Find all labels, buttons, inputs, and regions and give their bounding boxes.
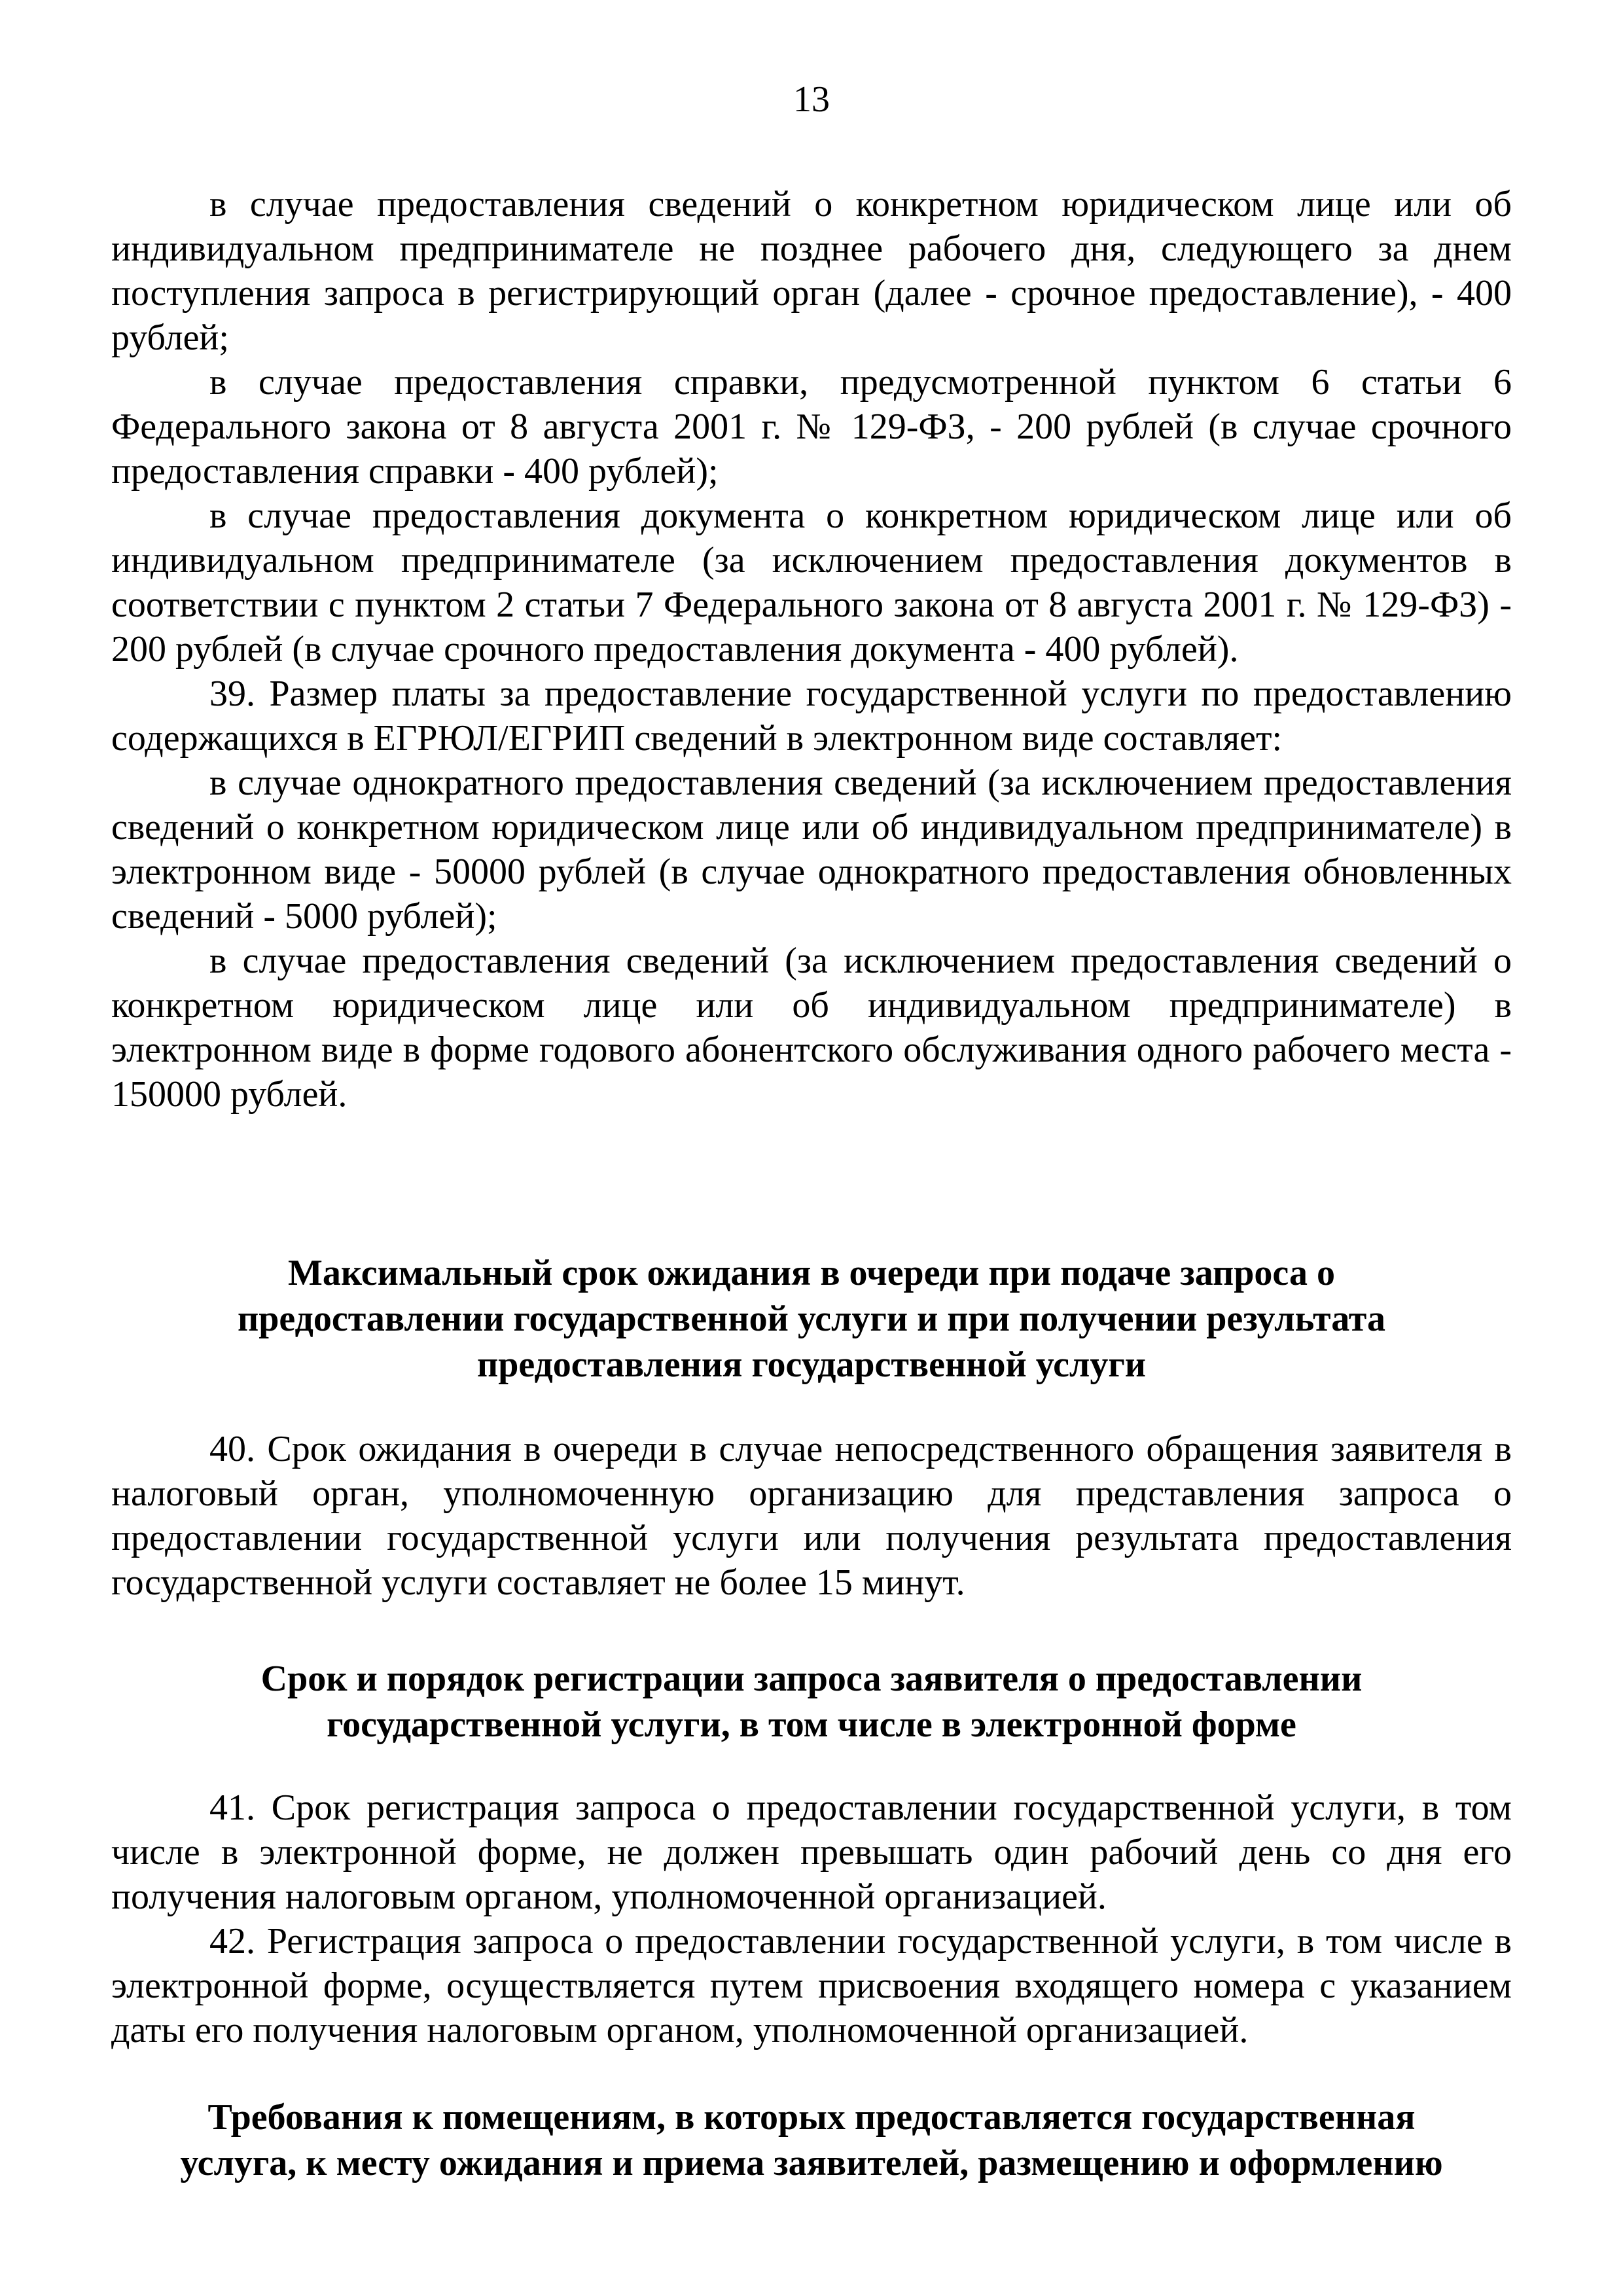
paragraph-document-fee: в случае предоставления документа о конкретном юридическом лице или об индивидуальном предпринимателе (за исключением предоставления документов в соответствии с пунктом 2 статьи 7 Федерального закона от 8 августа 2001 г. № 129-ФЗ) - 200 рублей (в случае срочного предоставления документа - 400 рублей).	[111, 495, 1512, 670]
section-heading-queue-time: Максимальный срок ожидания в очереди при подаче запроса о предоставлении государственной услуги и при получении результата предоставления государственной услуги	[238, 1253, 1385, 1385]
page-number: 13	[793, 79, 830, 120]
section-queue-body	[111, 1427, 1512, 1605]
paragraph-one-time-fee: в случае однократного предоставления сведений (за исключением предоставления сведений о конкретном юридическом лице или об индивидуальном предпринимателе) в электронном виде - 50000 рублей (в случае однократного предоставления обновленных сведений - 5000 рублей);	[111, 762, 1512, 937]
paragraph-40: 40. Срок ожидания в очереди в случае непосредственного обращения заявителя в налоговый орган, уполномоченную организацию для представления запроса о предоставлении государственной услуги или получения результата предоставления государственной услуги составляет не более 15 минут.	[111, 1429, 1512, 1603]
section-registration-body	[111, 1785, 1512, 2053]
paragraph-annual-fee: в случае предоставления сведений (за исключением предоставления сведений о конкретном юридическом лице или об индивидуальном предпринимателе) в электронном виде в форме годового абонентского обслуживания одного рабочего места - 150000 рублей.	[111, 941, 1512, 1115]
section-heading-premises: Требования к помещениям, в которых предоставляется государственная услуга, к месту ожидания и приема заявителей, размещению и оформлению	[180, 2097, 1443, 2183]
paragraph-certificate-fee: в случае предоставления справки, предусмотренной пунктом 6 статьи 6 Федерального закона от 8 августа 2001 г. № 129-ФЗ, - 200 рублей (в случае срочного предоставления справки - 400 рублей);	[111, 362, 1512, 492]
paragraph-42: 42. Регистрация запроса о предоставлении государственной услуги, в том числе в электронной форме, осуществляется путем присвоения входящего номера с указанием даты его получения налоговым органом, уполномоченной организацией.	[111, 1921, 1512, 2051]
fee-paragraphs	[111, 182, 1512, 1117]
section-heading-registration: Срок и порядок регистрации запроса заявителя о предоставлении государственной услуги, в том числе в электронной форме	[260, 1659, 1363, 1745]
paragraph-urgent-info: в случае предоставления сведений о конкретном юридическом лице или об индивидуальном предпринимателе не позднее рабочего дня, следующего за днем поступления запроса в регистрирующий орган (далее - срочное предоставление), - 400 рублей;	[111, 184, 1512, 358]
paragraph-39: 39. Размер платы за предоставление государственной услуги по предоставлению содержащихся в ЕГРЮЛ/ЕГРИП сведений в электронном виде составляет:	[111, 673, 1512, 759]
paragraph-41: 41. Срок регистрация запроса о предоставлении государственной услуги, в том числе в электронной форме, не должен превышать один рабочий день со дня его получения налоговым органом, уполномоченной организацией.	[111, 1787, 1512, 1917]
